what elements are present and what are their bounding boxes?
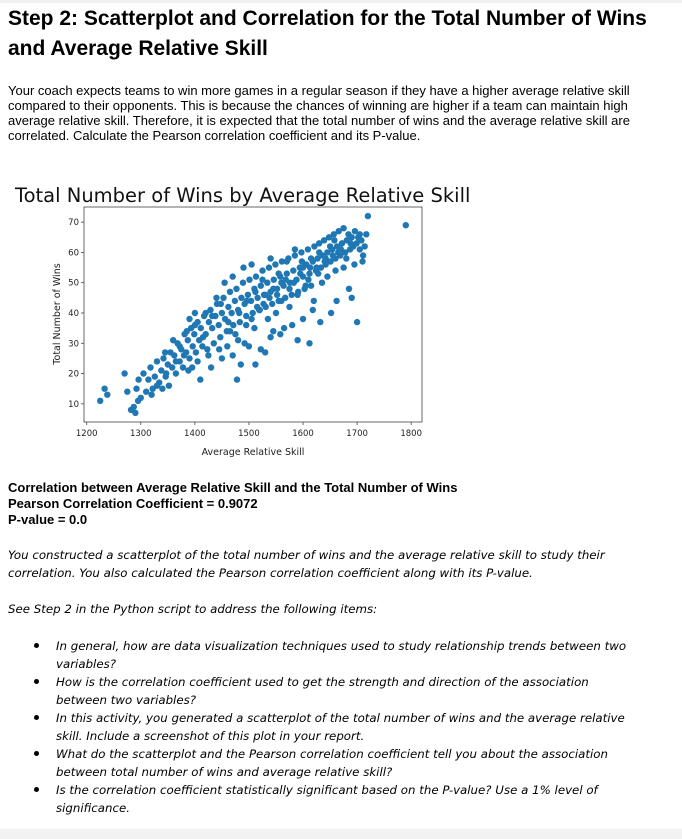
page-title: Step 2: Scatterplot and Correlation for the Total Number of Wins and Average Relative Skill — [8, 7, 647, 60]
data-point — [143, 389, 149, 395]
data-point — [227, 289, 233, 295]
data-point — [230, 273, 236, 279]
data-point — [104, 392, 110, 398]
data-point — [236, 310, 242, 316]
data-point — [248, 316, 254, 322]
data-point — [166, 383, 172, 389]
data-point — [340, 264, 346, 270]
data-point — [185, 367, 191, 373]
data-point — [243, 322, 249, 328]
data-point — [160, 355, 166, 361]
data-point — [216, 346, 222, 352]
data-point — [323, 255, 329, 261]
chart-title: Total Number of Wins by Average Relative Skill — [15, 184, 471, 207]
data-point — [270, 286, 276, 292]
data-point — [97, 398, 103, 404]
data-point — [252, 361, 258, 367]
data-point — [319, 280, 325, 286]
data-point — [135, 376, 141, 382]
data-point — [192, 310, 198, 316]
data-point — [310, 307, 316, 313]
data-point — [330, 252, 336, 258]
data-point — [254, 295, 260, 301]
y-tick-label: 20 — [68, 369, 79, 380]
data-point — [274, 292, 280, 298]
data-point — [328, 310, 334, 316]
y-tick-label: 70 — [68, 218, 79, 229]
data-point — [245, 292, 251, 298]
y-tick-label: 40 — [68, 308, 79, 319]
data-point — [159, 386, 165, 392]
data-point — [232, 298, 238, 304]
list-item-text: How is the correlation coefficient used to get the strength and direction of the association between two variables? — [56, 675, 589, 707]
data-point — [349, 295, 355, 301]
y-tick-label: 30 — [68, 339, 79, 350]
data-point — [219, 355, 225, 361]
data-point — [284, 270, 290, 276]
data-point — [220, 295, 226, 301]
list-item — [30, 745, 630, 781]
data-point — [315, 270, 321, 276]
data-point — [294, 337, 300, 343]
data-point — [307, 264, 313, 270]
bullet-icon — [34, 679, 39, 684]
data-point — [278, 298, 284, 304]
data-point — [145, 376, 151, 382]
data-point — [154, 358, 160, 364]
list-item-text: What do the scatterplot and the Pearson correlation coefficient tell you about the association between total number of wins and average relative skill? — [56, 747, 608, 779]
data-point — [173, 358, 179, 364]
data-point — [209, 313, 215, 319]
x-tick-label: 1200 — [75, 429, 98, 439]
data-point — [246, 277, 252, 283]
result-heading: Correlation between Average Relative Skill and the Total Number of Wins — [8, 480, 458, 495]
data-point — [203, 310, 209, 316]
data-point — [184, 328, 190, 334]
data-point — [216, 322, 222, 328]
data-point — [235, 337, 241, 343]
y-tick-label: 10 — [68, 399, 79, 410]
data-point — [357, 231, 363, 237]
bullet-icon — [34, 715, 39, 720]
data-point — [194, 358, 200, 364]
data-point — [358, 237, 364, 243]
data-point — [286, 304, 292, 310]
pearson-coefficient: Pearson Correlation Coefficient = 0.9072 — [8, 496, 258, 511]
data-point — [147, 364, 153, 370]
data-point — [101, 386, 107, 392]
data-point — [171, 352, 177, 358]
data-point — [193, 349, 199, 355]
x-tick-label: 1500 — [238, 429, 260, 439]
data-point — [313, 264, 319, 270]
list-item — [30, 709, 630, 745]
data-point — [237, 319, 243, 325]
data-point — [154, 383, 160, 389]
list-item — [30, 673, 630, 709]
data-point — [190, 343, 196, 349]
x-axis-ticks — [76, 422, 422, 439]
data-point — [259, 277, 265, 283]
data-point — [297, 270, 303, 276]
data-point — [362, 243, 368, 249]
list-item-text: In general, how are data visualization techniques used to study relationship trends between two variables? — [56, 639, 627, 671]
data-point — [135, 398, 141, 404]
data-point — [317, 319, 323, 325]
data-point — [331, 237, 337, 243]
data-point — [163, 370, 169, 376]
data-point — [359, 258, 365, 264]
x-tick-label: 1400 — [184, 429, 206, 439]
data-point — [205, 352, 211, 358]
data-point — [133, 386, 139, 392]
x-tick-label: 1600 — [292, 429, 314, 439]
data-point — [170, 337, 176, 343]
data-point — [181, 352, 187, 358]
data-point — [254, 304, 260, 310]
data-point — [248, 261, 254, 267]
data-point — [360, 252, 366, 258]
data-point — [251, 325, 257, 331]
data-point — [230, 352, 236, 358]
data-point — [253, 273, 259, 279]
data-point — [185, 337, 191, 343]
data-point — [131, 404, 137, 410]
data-point — [403, 222, 409, 228]
scatter-chart-svg — [0, 180, 682, 465]
data-point — [292, 252, 298, 258]
data-point — [299, 258, 305, 264]
data-point — [240, 280, 246, 286]
data-point — [266, 264, 272, 270]
data-point — [224, 343, 230, 349]
data-point — [272, 261, 278, 267]
data-point — [259, 267, 265, 273]
data-point — [217, 334, 223, 340]
data-point — [243, 313, 249, 319]
data-point — [148, 392, 154, 398]
data-point — [208, 364, 214, 370]
x-tick-label: 1800 — [400, 429, 423, 439]
data-point — [276, 270, 282, 276]
data-point — [121, 370, 127, 376]
data-point — [363, 231, 369, 237]
data-point — [271, 277, 277, 283]
data-point — [267, 255, 273, 261]
data-point — [324, 273, 330, 279]
x-tick-label: 1700 — [346, 429, 368, 439]
data-point — [346, 286, 352, 292]
data-point — [177, 343, 183, 349]
data-point — [294, 292, 300, 298]
y-axis-label: Total Number of Wins — [52, 263, 63, 365]
data-point — [303, 283, 309, 289]
data-point — [273, 310, 279, 316]
data-point — [124, 389, 130, 395]
data-point — [211, 340, 217, 346]
data-point — [283, 277, 289, 283]
data-point — [250, 310, 256, 316]
data-point — [308, 255, 314, 261]
data-point — [340, 225, 346, 231]
data-point — [258, 283, 264, 289]
x-axis-label: Average Relative Skill — [201, 447, 305, 458]
data-point — [206, 319, 212, 325]
data-point — [267, 334, 273, 340]
x-tick-label: 1300 — [129, 429, 152, 439]
data-point — [192, 322, 198, 328]
data-point — [173, 370, 179, 376]
data-point — [316, 249, 322, 255]
data-point — [228, 310, 234, 316]
data-point — [300, 316, 306, 322]
data-point — [238, 295, 244, 301]
data-point — [233, 286, 239, 292]
list-item-text: In this activity, you generated a scatterplot of the total number of wins and the average relative skill. Include a screenshot of this plot in your report. — [56, 711, 625, 743]
data-point — [351, 261, 357, 267]
data-point — [281, 325, 287, 331]
data-point — [209, 325, 215, 331]
intro-paragraph: Your coach expects teams to win more games in a regular season if they have a higher average relative skill compared to their opponents. This is because the chances of winning are higher if a team can maintain high average relative skill. Therefore, it is expected that the total number of wins and the average relative skill are correlated. Calculate the Pearson correlation coefficient and its P-value. — [8, 83, 630, 143]
data-point — [300, 264, 306, 270]
data-point — [238, 361, 244, 367]
data-point — [140, 370, 146, 376]
data-point — [234, 376, 240, 382]
list-item-text: Is the correlation coefficient statistically significant based on the P-value? Use a 1% level of significance. — [56, 783, 598, 815]
bullet-icon — [34, 643, 39, 648]
data-point — [311, 298, 317, 304]
explanation-paragraph: You constructed a scatterplot of the total number of wins and the average relative skill to study their correlation. You also calculated the Pearson correlation coefficient along with its P-value. — [8, 548, 605, 580]
data-point — [349, 234, 355, 240]
data-point — [244, 298, 250, 304]
data-point — [225, 319, 231, 325]
data-point — [289, 322, 295, 328]
list-item — [30, 781, 630, 817]
data-point — [289, 292, 295, 298]
data-point — [305, 246, 311, 252]
data-point — [169, 364, 175, 370]
top-divider — [0, 0, 682, 3]
data-point — [284, 258, 290, 264]
data-point — [365, 213, 371, 219]
data-point — [132, 410, 138, 416]
data-point — [286, 286, 292, 292]
data-point — [221, 280, 227, 286]
data-point — [191, 331, 197, 337]
data-point — [227, 328, 233, 334]
data-point — [225, 304, 231, 310]
data-point — [252, 289, 258, 295]
y-tick-label: 60 — [68, 248, 79, 259]
data-point — [290, 267, 296, 273]
data-point — [260, 301, 266, 307]
data-point — [197, 376, 203, 382]
data-point — [327, 243, 333, 249]
data-point — [265, 316, 271, 322]
data-point — [347, 240, 353, 246]
data-point — [262, 349, 268, 355]
y-axis-ticks — [68, 218, 84, 410]
bullet-icon — [34, 787, 39, 792]
data-point — [333, 298, 339, 304]
data-point — [343, 255, 349, 261]
data-point — [332, 267, 338, 273]
p-value: P-value = 0.0 — [8, 512, 88, 527]
data-point — [291, 280, 297, 286]
question-list — [30, 637, 630, 817]
data-point — [306, 340, 312, 346]
correlation-result — [8, 480, 668, 528]
data-point — [162, 349, 168, 355]
data-point — [292, 246, 298, 252]
data-point — [232, 331, 238, 337]
data-point — [204, 346, 210, 352]
data-point — [219, 310, 225, 316]
scatter-chart — [0, 180, 682, 465]
data-point — [240, 264, 246, 270]
bullet-icon — [34, 751, 39, 756]
data-point — [246, 343, 252, 349]
data-point — [186, 316, 192, 322]
data-point — [200, 334, 206, 340]
data-point — [306, 270, 312, 276]
data-point — [269, 301, 275, 307]
bottom-divider — [0, 829, 682, 839]
data-point — [180, 364, 186, 370]
data-point — [277, 331, 283, 337]
see-step-note: See Step 2 in the Python script to address the following items: — [8, 602, 378, 616]
data-point — [338, 246, 344, 252]
data-point — [152, 373, 158, 379]
data-point — [198, 325, 204, 331]
data-point — [266, 295, 272, 301]
data-point — [305, 277, 311, 283]
data-point — [354, 319, 360, 325]
data-point — [218, 301, 224, 307]
data-point — [213, 295, 219, 301]
data-point — [270, 328, 276, 334]
list-item — [30, 637, 630, 673]
data-point — [186, 355, 192, 361]
data-point — [298, 249, 304, 255]
y-tick-label: 50 — [68, 278, 79, 289]
